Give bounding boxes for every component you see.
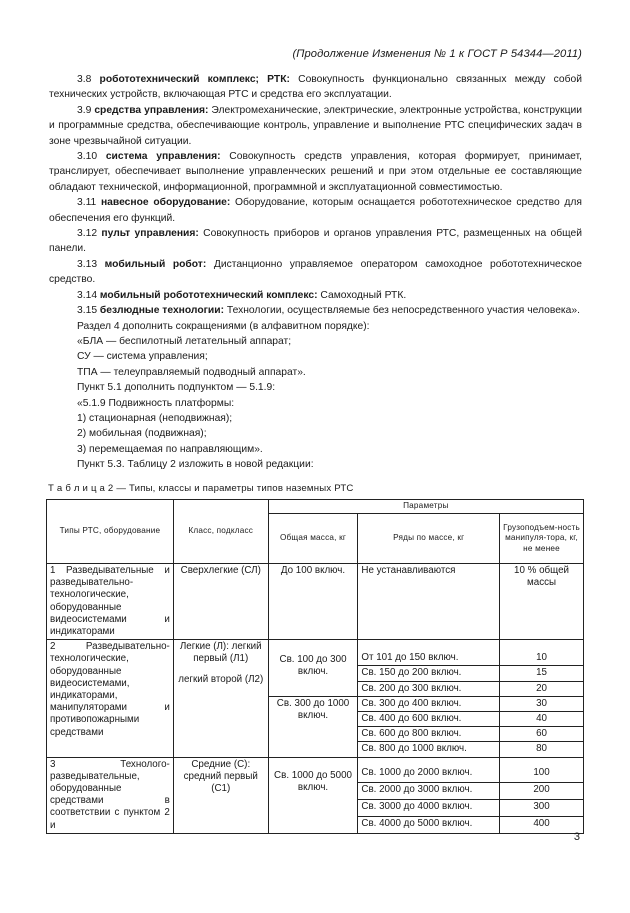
page-header: (Продолжение Изменения № 1 к ГОСТ Р 54344—2011) xyxy=(292,48,582,60)
type-cell: 2 Разведывательно-технологические, оборудованные видеосистемами, индикаторами, манипуляторами и противопожарными средствами xyxy=(47,640,174,757)
table-row xyxy=(47,640,584,666)
table-caption: Т а б л и ц а 2 — Типы, классы и параметры типов наземных РТС xyxy=(48,483,354,494)
parameters-table xyxy=(46,499,584,834)
range-cell: Св. 300 до 400 включ. xyxy=(358,696,500,711)
header-mass: Общая масса, кг xyxy=(268,514,358,564)
table-row xyxy=(47,757,584,783)
plain-line: «БЛА — беспилотный летательный аппарат; xyxy=(77,335,292,347)
header-rows-mass: Ряды по массе, кг xyxy=(358,514,500,564)
range-cell: Св. 4000 до 5000 включ. xyxy=(358,816,500,833)
plain-line: 1) стационарная (неподвижная); xyxy=(77,412,233,424)
term-bold: робототехнический комплекс; РТК: xyxy=(99,74,290,85)
payload-cell: 10 % общей массы xyxy=(500,564,584,640)
definition-3-8: 3.8 робототехнический комплекс; РТК: Совокупность функционально связанных между собой технических устройств, включающая РТС и средства его эксплуатации. xyxy=(49,74,582,101)
payload-cell: 60 xyxy=(500,727,584,742)
payload-cell: 10 xyxy=(500,640,584,666)
payload-cell: 40 xyxy=(500,712,584,727)
range-cell: Св. 400 до 600 включ. xyxy=(358,712,500,727)
mass-cell: Св. 300 до 1000 включ. xyxy=(268,696,358,757)
range-cell: Св. 2000 до 3000 включ. xyxy=(358,783,500,800)
payload-cell: 30 xyxy=(500,696,584,711)
payload-cell: 400 xyxy=(500,816,584,833)
header-payload: Грузоподъем-ность манипуля-тора, кг, не менее xyxy=(500,514,584,564)
type-cell: 1 Разведывательные и разведывательно-технологические, оборудованные видеосистемами и индикаторами xyxy=(47,564,174,640)
plain-line: СУ — система управления; xyxy=(77,351,208,363)
payload-cell: 80 xyxy=(500,742,584,757)
term-bold: мобильный робототехнический комплекс: xyxy=(99,289,318,301)
header-params: Параметры xyxy=(268,500,583,514)
definition-3-15: 3.15 безлюдные технологии: Технологии, осуществляемые без непосредственного участия человека». xyxy=(77,305,580,317)
payload-cell: 100 xyxy=(500,757,584,783)
class-cell: Сверхлегкие (СЛ) xyxy=(173,564,268,640)
plain-line: Пункт 5.3. Таблицу 2 изложить в новой редакции: xyxy=(77,459,314,471)
term-bold: навесное оборудование: xyxy=(100,197,231,209)
payload-cell: 15 xyxy=(500,666,584,681)
term-bold: безлюдные технологии: xyxy=(99,305,224,317)
term-bold: средства управления: xyxy=(94,104,209,116)
payload-cell: 300 xyxy=(500,800,584,817)
definition-3-12: 3.12 пульт управления: Совокупность приборов и органов управления РТС, размещенных на общей панели. xyxy=(49,228,582,255)
mass-cell: Св. 100 до 300 включ. xyxy=(268,640,358,697)
range-cell: Св. 800 до 1000 включ. xyxy=(358,742,500,757)
range-cell: Св. 600 до 800 включ. xyxy=(358,727,500,742)
page-number: 3 xyxy=(573,831,580,843)
class-cell: Средние (С): средний первый (С1) xyxy=(173,757,268,833)
term-bold: система управления: xyxy=(105,151,221,163)
range-cell: Св. 200 до 300 включ. xyxy=(358,681,500,696)
plain-line: 3) перемещаемая по направляющим». xyxy=(77,443,263,455)
definition-3-10: 3.10 система управления: Совокупность средств управления, которая формирует, принимает, транслирует, обеспечивает выполнение управленческих решений и при этом отдельные ее составляющие обладают технической, информационной, программной и эксплуатационной совместимостью. xyxy=(49,151,582,193)
type-cell: 3 Технолого-разведывательные, оборудованные средствами в соответствии с пунктом 2 и xyxy=(47,757,174,833)
mass-cell: До 100 включ. xyxy=(268,564,358,640)
range-cell: Св. 150 до 200 включ. xyxy=(358,666,500,681)
range-cell: Св. 1000 до 2000 включ. xyxy=(358,757,500,783)
definition-3-9: 3.9 средства управления: Электромеханические, электрические, электронные устройства, конструкции и программные средства, обеспечивающие контроль, управление и выполнение РТС специфических задач в зоне чрезвычайной ситуации. xyxy=(49,104,582,147)
plain-line: «5.1.9 Подвижность платформы: xyxy=(77,397,235,409)
plain-line: ТПА — телеуправляемый подводный аппарат». xyxy=(77,366,306,378)
range-cell: Св. 3000 до 4000 включ. xyxy=(358,800,500,817)
range-cell: Не устанавливаются xyxy=(358,564,500,640)
plain-line: Пункт 5.1 дополнить подпунктом — 5.1.9: xyxy=(77,382,276,394)
class-light-2: легкий второй (Л2) xyxy=(178,673,264,685)
plain-line: Раздел 4 дополнить сокращениями (в алфавитном порядке): xyxy=(77,320,370,332)
class-light-1: Легкие (Л): легкий первый (Л1) xyxy=(179,641,262,665)
plain-line: 2) мобильная (подвижная); xyxy=(77,428,207,440)
class-cell xyxy=(173,640,268,757)
payload-cell: 20 xyxy=(500,681,584,696)
table-row xyxy=(47,564,584,640)
definition-3-11: 3.11 навесное оборудование: Оборудование, которым оснащается робототехническое средство для обеспечения его функций. xyxy=(49,197,582,224)
header-class: Класс, подкласс xyxy=(173,500,268,564)
payload-cell: 200 xyxy=(500,783,584,800)
mass-cell: Св. 1000 до 5000 включ. xyxy=(268,757,358,833)
definition-3-14: 3.14 мобильный робототехнический комплекс: Самоходный РТК. xyxy=(77,289,407,301)
definition-3-13: 3.13 мобильный робот: Дистанционно управляемое оператором самоходное робототехническое средство. xyxy=(49,258,583,286)
header-types: Типы РТС, оборудование xyxy=(47,500,174,564)
body-text xyxy=(49,72,582,473)
range-cell: От 101 до 150 включ. xyxy=(358,640,500,666)
term-bold: мобильный робот: xyxy=(104,258,207,270)
term-bold: пульт управления: xyxy=(101,228,199,240)
